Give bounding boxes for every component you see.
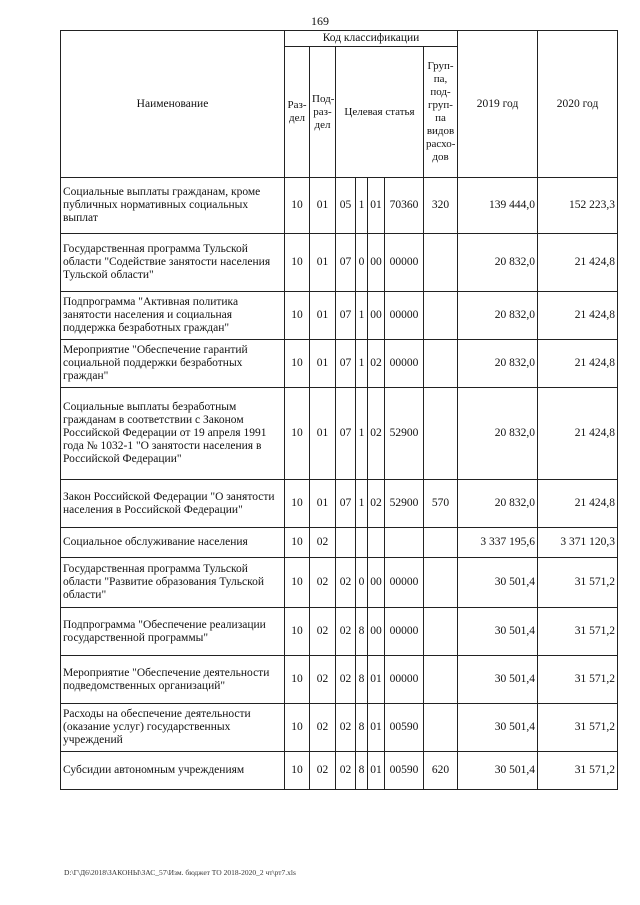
table-row	[61, 178, 618, 234]
row-amount-2019: 3 337 195,6	[458, 528, 538, 558]
row-amount-2019: 20 832,0	[458, 340, 538, 388]
row-section: 10	[285, 340, 310, 388]
row-amount-2019: 20 832,0	[458, 388, 538, 480]
row-direction-code: 00000	[385, 340, 424, 388]
row-amount-2019: 30 501,4	[458, 704, 538, 752]
row-expense-group	[424, 234, 458, 292]
row-amount-2020: 21 424,8	[538, 340, 618, 388]
row-program-code: 02	[336, 656, 356, 704]
row-activity-code	[368, 528, 385, 558]
row-name: Подпрограмма "Активная политика занятости населения и социальная поддержка безработных граждан"	[61, 292, 285, 340]
row-name: Расходы на обеспечение деятельности (оказание услуг) государственных учреждений	[61, 704, 285, 752]
row-subsection: 01	[310, 340, 336, 388]
row-expense-group	[424, 388, 458, 480]
table-row	[61, 480, 618, 528]
row-amount-2020: 3 371 120,3	[538, 528, 618, 558]
row-program-code: 02	[336, 704, 356, 752]
row-name: Мероприятие "Обеспечение гарантий социальной поддержки безработных граждан"	[61, 340, 285, 388]
row-direction-code: 52900	[385, 388, 424, 480]
header-2019: 2019 год	[458, 31, 538, 178]
row-expense-group	[424, 558, 458, 608]
header-name: Наименование	[61, 31, 285, 178]
row-direction-code: 52900	[385, 480, 424, 528]
row-activity-code: 01	[368, 656, 385, 704]
row-expense-group: 620	[424, 752, 458, 790]
row-subprogram-code	[356, 528, 368, 558]
row-activity-code: 00	[368, 608, 385, 656]
row-amount-2019: 139 444,0	[458, 178, 538, 234]
row-program-code: 07	[336, 292, 356, 340]
row-amount-2020: 31 571,2	[538, 752, 618, 790]
row-subsection: 01	[310, 178, 336, 234]
table-row	[61, 234, 618, 292]
row-program-code: 07	[336, 340, 356, 388]
row-amount-2020: 31 571,2	[538, 608, 618, 656]
row-subsection: 02	[310, 558, 336, 608]
row-expense-group	[424, 292, 458, 340]
table-row	[61, 608, 618, 656]
row-amount-2019: 20 832,0	[458, 292, 538, 340]
row-subprogram-code: 8	[356, 608, 368, 656]
row-activity-code: 00	[368, 234, 385, 292]
row-program-code: 07	[336, 388, 356, 480]
table-row	[61, 558, 618, 608]
row-section: 10	[285, 558, 310, 608]
row-section: 10	[285, 608, 310, 656]
row-direction-code	[385, 528, 424, 558]
file-path-footer: D:\Г\Д6\2018\ЗАКОНЫ\ЗАС_57\Изм. бюджет ТО 2018-2020_2 чт\рт7.xls	[64, 868, 296, 877]
row-expense-group	[424, 528, 458, 558]
table-row	[61, 704, 618, 752]
header-section: Раз-дел	[285, 47, 310, 178]
row-subsection: 01	[310, 234, 336, 292]
row-name: Подпрограмма "Обеспечение реализации государственной программы"	[61, 608, 285, 656]
row-expense-group	[424, 340, 458, 388]
row-program-code: 07	[336, 234, 356, 292]
row-subprogram-code: 1	[356, 480, 368, 528]
row-name: Социальное обслуживание населения	[61, 528, 285, 558]
row-activity-code: 01	[368, 704, 385, 752]
row-section: 10	[285, 292, 310, 340]
row-name: Социальные выплаты гражданам, кроме публичных нормативных социальных выплат	[61, 178, 285, 234]
row-subprogram-code: 1	[356, 178, 368, 234]
row-name: Мероприятие "Обеспечение деятельности подведомственных организаций"	[61, 656, 285, 704]
row-subprogram-code: 8	[356, 752, 368, 790]
row-subsection: 01	[310, 480, 336, 528]
row-program-code: 02	[336, 752, 356, 790]
header-expense-group: Груп-па, под-груп-па видов расхо-дов	[424, 47, 458, 178]
table-row	[61, 528, 618, 558]
row-subsection: 02	[310, 656, 336, 704]
header-2020: 2020 год	[538, 31, 618, 178]
row-amount-2020: 152 223,3	[538, 178, 618, 234]
row-subsection: 01	[310, 388, 336, 480]
row-amount-2019: 20 832,0	[458, 234, 538, 292]
row-subsection: 01	[310, 292, 336, 340]
row-expense-group: 320	[424, 178, 458, 234]
row-section: 10	[285, 752, 310, 790]
header-subsection: Под-раз-дел	[310, 47, 336, 178]
row-expense-group	[424, 656, 458, 704]
row-amount-2019: 30 501,4	[458, 656, 538, 704]
row-subprogram-code: 8	[356, 656, 368, 704]
row-amount-2020: 21 424,8	[538, 234, 618, 292]
table-row	[61, 340, 618, 388]
row-activity-code: 01	[368, 752, 385, 790]
row-subsection: 02	[310, 752, 336, 790]
row-program-code: 07	[336, 480, 356, 528]
table-row	[61, 292, 618, 340]
table-row	[61, 656, 618, 704]
row-program-code: 02	[336, 608, 356, 656]
row-section: 10	[285, 234, 310, 292]
row-subprogram-code: 1	[356, 292, 368, 340]
row-section: 10	[285, 528, 310, 558]
row-amount-2019: 30 501,4	[458, 752, 538, 790]
row-direction-code: 00000	[385, 608, 424, 656]
row-expense-group: 570	[424, 480, 458, 528]
row-subsection: 02	[310, 608, 336, 656]
row-amount-2020: 31 571,2	[538, 656, 618, 704]
row-direction-code: 00590	[385, 752, 424, 790]
row-subsection: 02	[310, 704, 336, 752]
table-row	[61, 388, 618, 480]
row-section: 10	[285, 704, 310, 752]
row-program-code: 05	[336, 178, 356, 234]
row-name: Государственная программа Тульской области "Развитие образования Тульской области"	[61, 558, 285, 608]
row-program-code	[336, 528, 356, 558]
row-amount-2019: 30 501,4	[458, 608, 538, 656]
row-activity-code: 00	[368, 558, 385, 608]
row-section: 10	[285, 656, 310, 704]
row-expense-group	[424, 704, 458, 752]
row-name: Субсидии автономным учреждениям	[61, 752, 285, 790]
row-direction-code: 00590	[385, 704, 424, 752]
row-amount-2020: 21 424,8	[538, 388, 618, 480]
row-expense-group	[424, 608, 458, 656]
row-subprogram-code: 0	[356, 558, 368, 608]
table-row	[61, 752, 618, 790]
row-program-code: 02	[336, 558, 356, 608]
row-section: 10	[285, 388, 310, 480]
row-activity-code: 02	[368, 340, 385, 388]
row-activity-code: 00	[368, 292, 385, 340]
row-amount-2020: 31 571,2	[538, 704, 618, 752]
row-name: Закон Российской Федерации "О занятости населения в Российской Федерации"	[61, 480, 285, 528]
header-target-article: Целевая статья	[336, 47, 424, 178]
row-activity-code: 01	[368, 178, 385, 234]
row-section: 10	[285, 178, 310, 234]
row-direction-code: 00000	[385, 234, 424, 292]
row-amount-2020: 21 424,8	[538, 292, 618, 340]
row-direction-code: 00000	[385, 558, 424, 608]
header-classification: Код классификации	[285, 31, 458, 47]
row-subprogram-code: 0	[356, 234, 368, 292]
row-activity-code: 02	[368, 388, 385, 480]
row-subprogram-code: 1	[356, 340, 368, 388]
row-amount-2020: 21 424,8	[538, 480, 618, 528]
row-subsection: 02	[310, 528, 336, 558]
row-direction-code: 70360	[385, 178, 424, 234]
row-direction-code: 00000	[385, 292, 424, 340]
row-subprogram-code: 8	[356, 704, 368, 752]
budget-table	[60, 30, 618, 790]
row-subprogram-code: 1	[356, 388, 368, 480]
row-section: 10	[285, 480, 310, 528]
row-name: Социальные выплаты безработным гражданам в соответствии с Законом Российской Федерации от 19 апреля 1991 года № 1032-1 "О занятости населения в Российской Федерации"	[61, 388, 285, 480]
row-amount-2020: 31 571,2	[538, 558, 618, 608]
row-activity-code: 02	[368, 480, 385, 528]
row-amount-2019: 30 501,4	[458, 558, 538, 608]
row-amount-2019: 20 832,0	[458, 480, 538, 528]
row-name: Государственная программа Тульской области "Содействие занятости населения Тульской области"	[61, 234, 285, 292]
row-direction-code: 00000	[385, 656, 424, 704]
page-number: 169	[311, 14, 329, 28]
